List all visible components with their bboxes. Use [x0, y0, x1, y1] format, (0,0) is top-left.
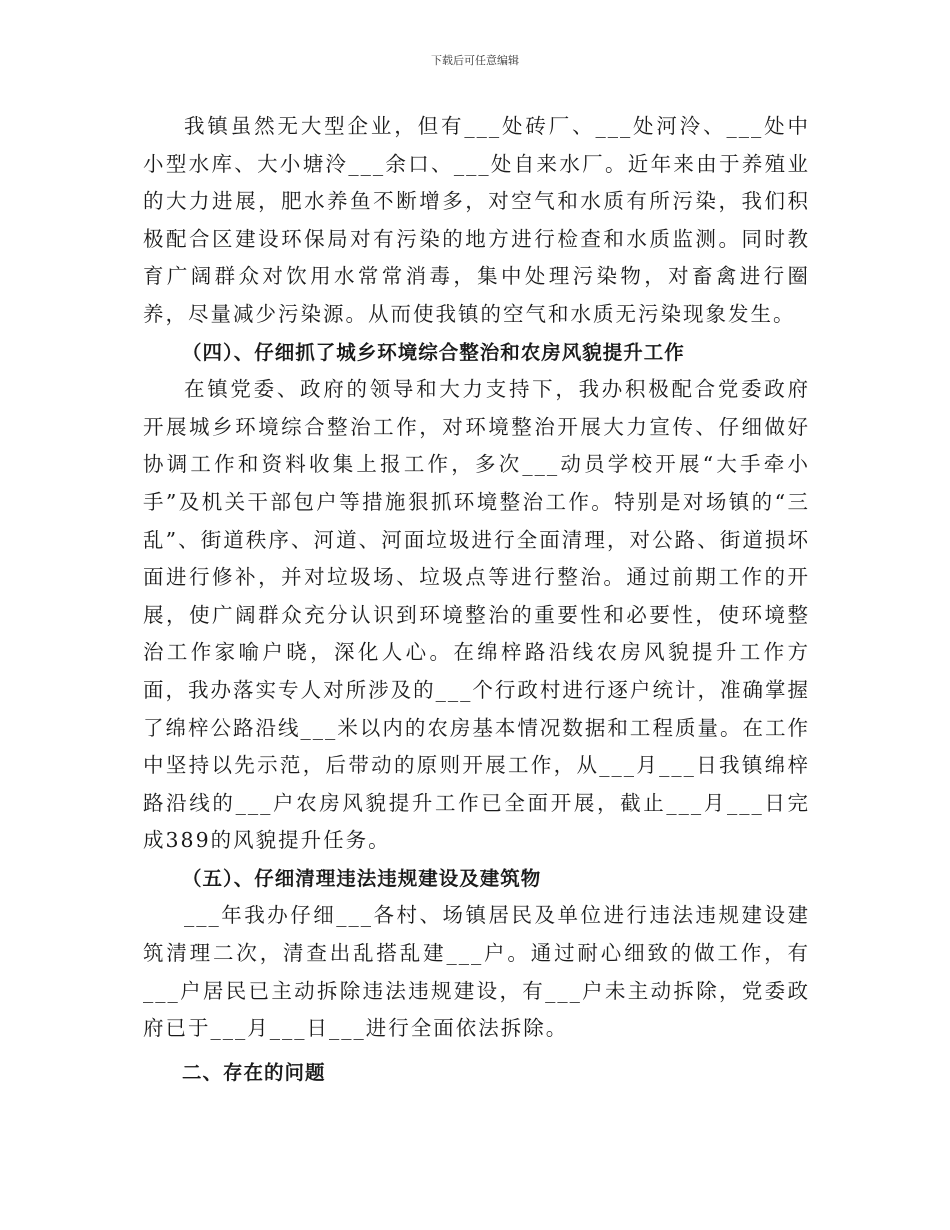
paragraph-environment-rectification: 在镇党委、政府的领导和大力支持下，我办积极配合党委政府开展城乡环境综合整治工作，对环境整治开展大力宣传、仔细做好协调工作和资料收集上报工作，多次___动员学校开展“大手牵小手”及机关干部包户等措施狠抓环境整治工作。特别是对场镇的“三乱”、街道秩序、河道、河面垃圾进行全面清理，对公路、街道损坏面进行修补，并对垃圾场、垃圾点等进行整治。通过前期工作的开展，使广阔群众充分认识到环境整治的重要性和必要性，使环境整治工作家喻户晓，深化人心。在绵梓路沿线农房风貌提升工作方面，我办落实专人对所涉及的___个行政村进行逐户统计，准确掌握了绵梓公路沿线___米以内的农房基本情况数据和工程质量。在工作中坚持以先示范，后带动的原则开展工作，从___月___日我镇绵梓路沿线的___户农房风貌提升工作已全面开展，截止___月___日完成389的风貌提升任务。 — [143, 377, 810, 853]
page-header: 下载后可任意编辑 — [431, 54, 519, 67]
heading-existing-problems: 二、存在的问题 — [182, 1060, 326, 1084]
paragraph-illegal-construction: ___年我办仔细___各村、场镇居民及单位进行违法违规建设建筑清理二次，清查出乱搭乱建___户。通过耐心细致的做工作，有___户居民已主动拆除违法违规建设，有___户未主动拆除，党委政府已于___月___日___进行全面依法拆除。 — [143, 903, 810, 1041]
heading-section-4: （四）、仔细抓了城乡环境综合整治和农房风貌提升工作 — [182, 340, 685, 364]
paragraph-water-quality: 我镇虽然无大型企业，但有___处砖厂、___处河泠、___处中小型水库、大小塘泠___余口、___处自来水厂。近年来由于养殖业的大力进展，肥水养鱼不断增多，对空气和水质有所污染，我们积极配合区建设环保局对有污染的地方进行检查和水质监测。同时教育广阔群众对饮用水常常消毒，集中处理污染物，对畜禽进行圈养，尽量减少污染源。从而使我镇的空气和水质无污染现象发生。 — [143, 114, 810, 326]
document-body — [143, 108, 810, 1091]
heading-section-5: （五）、仔细清理违法违规建设及建筑物 — [182, 866, 542, 890]
